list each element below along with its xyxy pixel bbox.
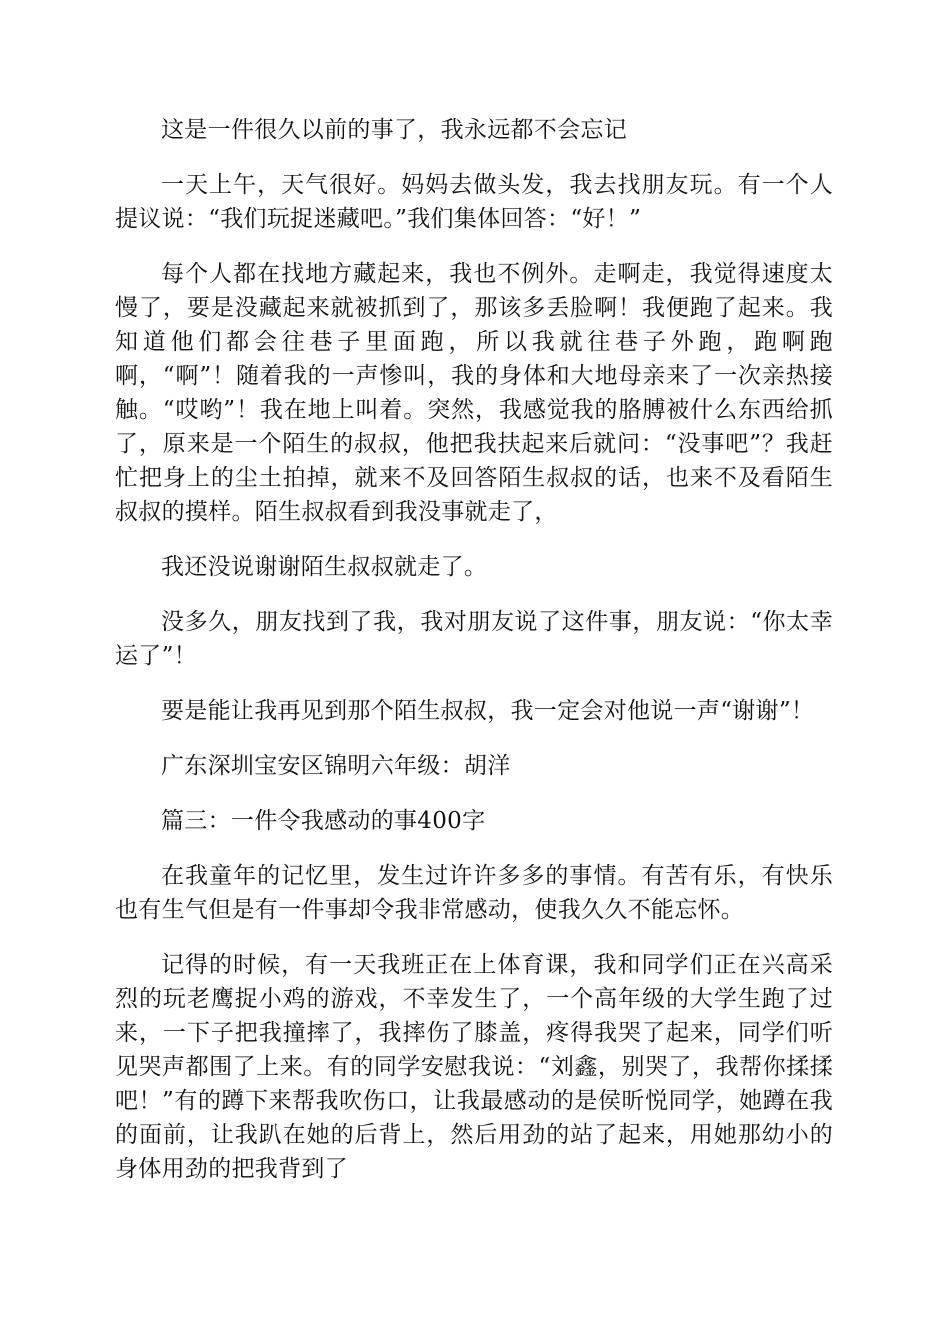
section-heading: 篇三：一件令我感动的事400字 — [161, 808, 486, 834]
paragraph-pe-class: 记得的时候，有一天我班正在上体育课，我和同学们正在兴高采烈的玩老鹰捉小鸡的游戏，不幸发生了，一个高年级的大学生跑了过来，一下子把我撞摔了，我摔伤了膝盖，疼得我哭了起来，同学们听见哭声都围了上来。有的同学安慰我说：“刘鑫，别哭了，我帮你揉揉吧！”有的蹲下来帮我吹伤口，让我最感动的是侯昕悦同学，她蹲在我的面前，让我趴在她的后背上，然后用劲的站了起来，用她那幼小的身体用劲的把我背到了 — [115, 952, 833, 1182]
document-body — [115, 113, 833, 1207]
paragraph-morning: 一天上午，天气很好。妈妈去做头发，我去找朋友玩。有一个人提议说：“我们玩捉迷藏吧。”我们集体回答：“好！” — [115, 172, 833, 232]
paragraph-wish: 要是能让我再见到那个陌生叔叔，我一定会对他说一声“谢谢”！ — [161, 698, 815, 724]
paragraph-no-thanks: 我还没说谢谢陌生叔叔就走了。 — [161, 554, 488, 580]
paragraph-friend-found: 没多久，朋友找到了我，我对朋友说了这件事，朋友说：“你太幸运了”！ — [115, 609, 833, 669]
author-line: 广东深圳宝安区锦明六年级：胡洋 — [161, 753, 511, 779]
paragraph-childhood-memory: 在我童年的记忆里，发生过许许多多的事情。有苦有乐，有快乐也有生气但是有一件事却令我非常感动，使我久久不能忘怀。 — [115, 863, 833, 923]
paragraph-intro: 这是一件很久以前的事了，我永远都不会忘记 — [161, 117, 627, 143]
paragraph-hide-and-seek: 每个人都在找地方藏起来，我也不例外。走啊走，我觉得速度太慢了，要是没藏起来就被抓到了，那该多丢脸啊！我便跑了起来。我知道他们都会往巷子里面跑，所以我就往巷子外跑，跑啊跑啊，“啊”！随着我的一声惨叫，我的身体和大地母亲来了一次亲热接触。“哎哟”！我在地上叫着。突然，我感觉我的胳膊被什么东西给抓了，原来是一个陌生的叔叔，他把我扶起来后就问：“没事吧”？我赶忙把身上的尘土拍掉，就来不及回答陌生叔叔的话，也来不及看陌生叔叔的摸样。陌生叔叔看到我没事就走了， — [115, 261, 833, 525]
